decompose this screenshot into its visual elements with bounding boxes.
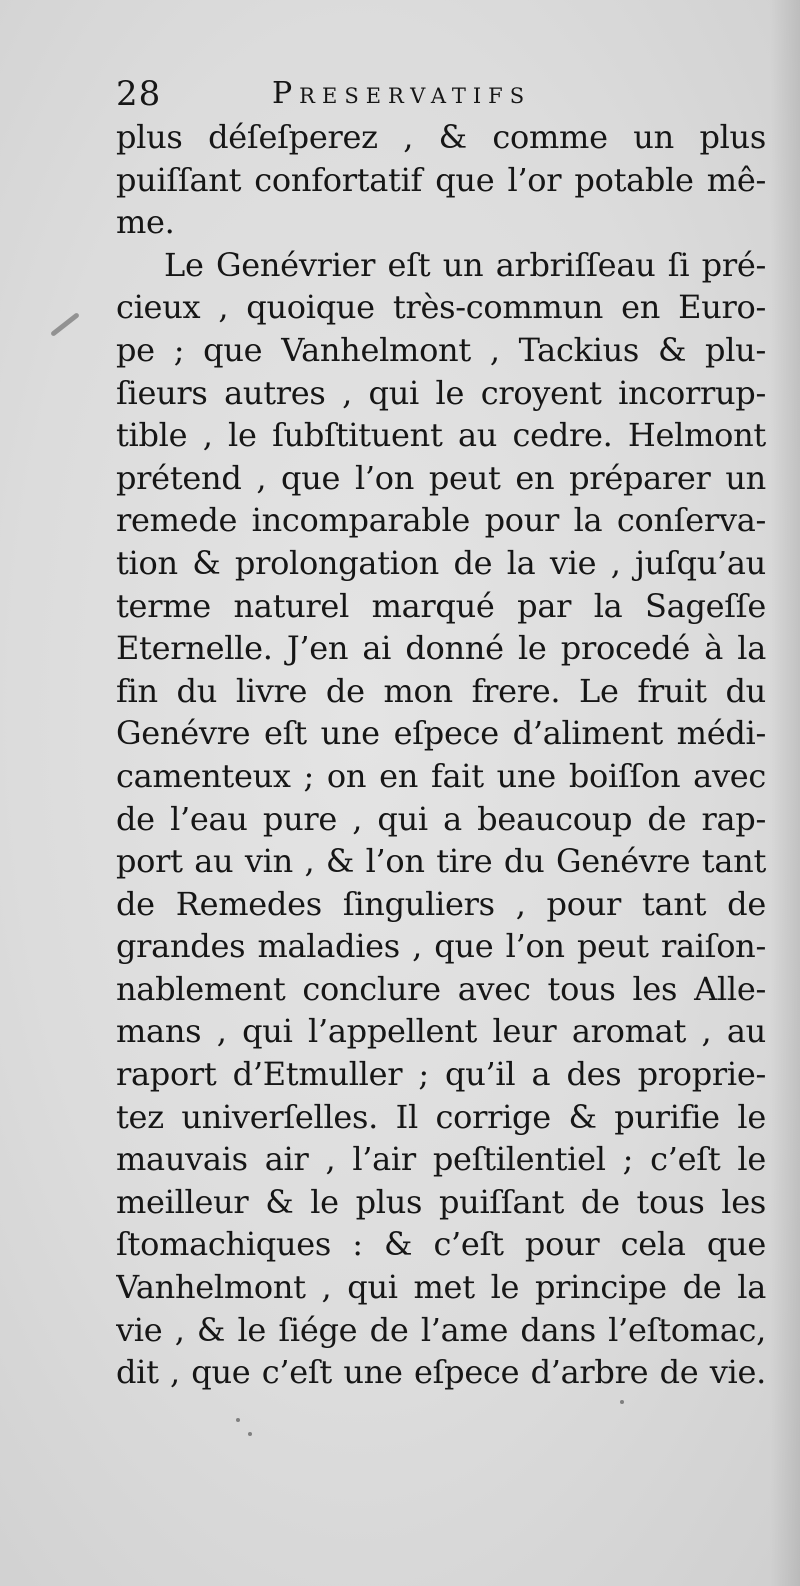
paper-speck	[620, 1400, 624, 1404]
text-line: fin du livre de mon frere. Le fruit du	[116, 671, 766, 710]
text-line: mauvais air , l’air peſtilentiel ; c’eſt le	[116, 1140, 766, 1179]
body-text	[116, 116, 766, 1394]
text-line: mans , qui l’appellent leur aromat , au	[116, 1012, 766, 1051]
text-line: camenteux ; on en fait une boiſſon avec	[116, 756, 766, 795]
ink-mark	[50, 312, 80, 337]
text-line: port au vin , & l’on tire du Genévre tant	[116, 842, 766, 881]
text-line: Genévre eſt une eſpece d’aliment médi-	[116, 714, 766, 753]
text-line: remede incomparable pour la conſerva-	[116, 501, 766, 540]
paper-speck	[248, 1432, 252, 1436]
text-line: terme naturel marqué par la Sageſſe	[116, 586, 766, 625]
text-line: grandes maladies , que l’on peut raiſon-	[116, 927, 766, 966]
text-line: raport d’Etmuller ; qu’il a des proprie-	[116, 1055, 766, 1094]
text-line: plus déſeſperez , & comme un plus	[116, 118, 766, 156]
text-line: tible , le ſubſtituent au cedre. Helmont	[116, 416, 766, 455]
text-line: vie , & le ſiége de l’ame dans l’eſtomac,	[116, 1310, 766, 1349]
text-line: me.	[116, 203, 175, 242]
text-line: puiſſant confortatif que l’or potable mê-	[116, 160, 766, 199]
text-line: Vanhelmont , qui met le principe de la	[116, 1268, 766, 1307]
text-line: dit , que c’eſt une eſpece d’arbre de vie.	[116, 1353, 766, 1392]
text-line: de l’eau pure , qui a beaucoup de rap-	[116, 799, 766, 838]
paragraph-start-line: Le Genévrier eſt un arbriſſeau ſi pré-	[164, 245, 766, 284]
text-line: tez univerſelles. Il corrige & purifie le	[116, 1097, 766, 1136]
paper-speck	[236, 1418, 240, 1422]
page-edge-shadow	[770, 0, 800, 1586]
text-line: de Remedes ſinguliers , pour tant de	[116, 884, 766, 923]
text-line: prétend , que l’on peut en préparer un	[116, 458, 766, 497]
text-line: tion & prolongation de la vie , juſqu’au	[116, 543, 766, 582]
text-line: meilleur & le plus puiſſant de tous les	[116, 1182, 766, 1221]
text-line: ſieurs autres , qui le croyent incorrup-	[116, 373, 766, 412]
page-number: 28	[116, 74, 162, 114]
text-line: ſtomachiques : & c’eſt pour cela que	[116, 1225, 766, 1264]
text-line: Eternelle. J’en ai donné le procedé à la	[116, 629, 766, 668]
text-line: nablement conclure avec tous les Alle-	[116, 969, 766, 1008]
running-title: Preservatifs	[272, 76, 532, 111]
page-header	[116, 74, 766, 118]
text-line: pe ; que Vanhelmont , Tackius & plu-	[116, 330, 766, 369]
text-line: cieux , quoique très-commun en Euro-	[116, 288, 766, 327]
